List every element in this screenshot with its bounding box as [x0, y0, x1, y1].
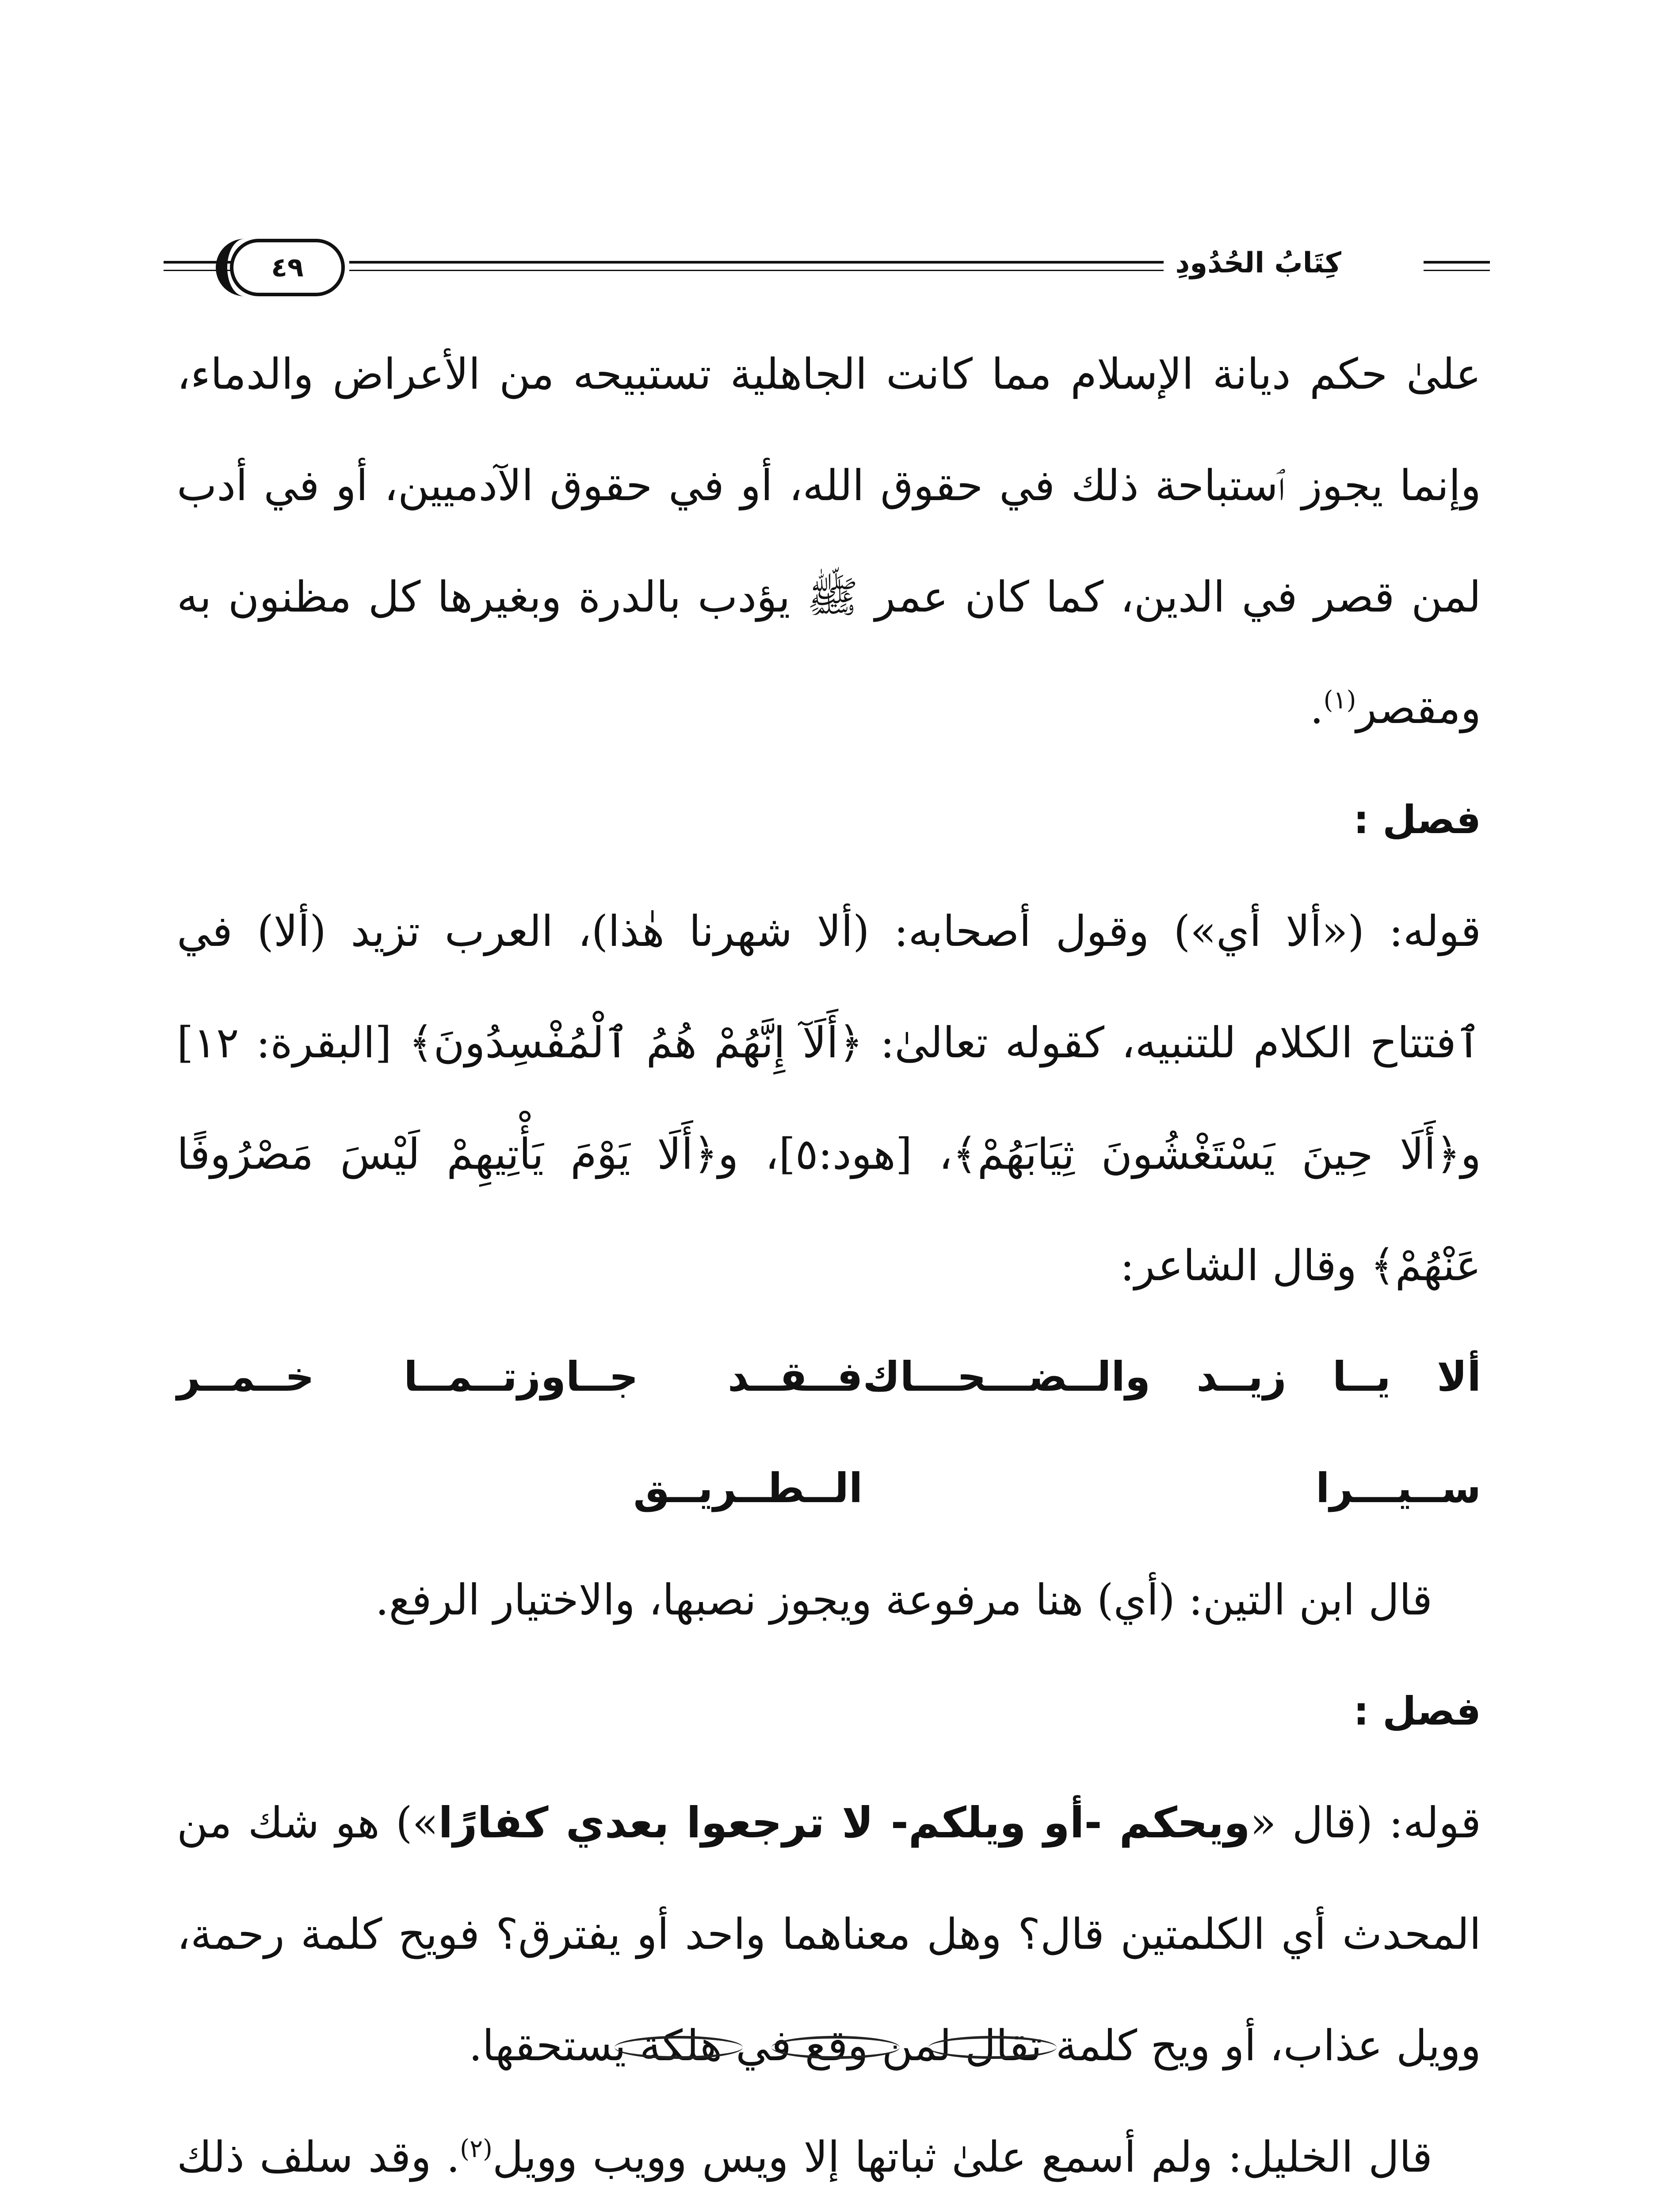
header-rule-right-thin [1424, 270, 1490, 271]
ornament-flourish-center [771, 2036, 900, 2059]
hadith-quote: ويحكم -أو ويلكم- لا ترجعوا بعدي كفارًا [438, 1798, 1250, 1848]
header-rule-right [1424, 261, 1490, 264]
paragraph-1-text: علىٰ حكم ديانة الإسلام مما كانت الجاهلية تستبيحه من الأعراض والدماء، وإنما يجوز ٱستباحة ذلك في حقوق الله، أو في حقوق الآدميين، أو في أدب لمن قصر في الدين، كما كان عمر ﷺ يؤدب بالدرة وبغيرها كل مظنون به ومقصر [177, 349, 1481, 733]
section-ornament [615, 2030, 1057, 2065]
paragraph-4-rest: ») هو شك من المحدث أي الكلمتين قال؟ وهل معناهما واحد أو يفترق؟ فويح كلمة رحمة، وويل عذاب، أو ويح كلمة تقال لمن وقع في هلكة يستحقها. [177, 1798, 1481, 2070]
ornament-flourish-left [928, 2036, 1057, 2059]
page-header [164, 239, 1490, 296]
footnote-ref-1: (١) [1323, 686, 1356, 715]
paragraph-3: قال ابن التين: (أي) هنا مرفوعة ويجوز نصبها، والاختيار الرفع. [375, 1575, 1432, 1625]
running-title: كِتَابُ الحُدُودِ [1164, 247, 1353, 279]
section-heading-1: فصل : [1353, 797, 1481, 842]
paragraph-5-end: . وقد سلف ذلك [177, 2132, 460, 2182]
paragraph-5 [177, 2101, 1481, 2211]
ornament-flourish-right [615, 2036, 743, 2059]
page-number [230, 239, 345, 296]
section-heading-2: فصل : [1353, 1688, 1481, 1734]
verse-second-hemistich: فــقــد جــاوزتــمــا خــمــر الــطــريــق [177, 1353, 863, 1512]
poetry-verse [177, 1321, 1481, 1544]
paragraph-2: قوله: («ألا أي») وقول أصحابه: (ألا شهرنا هٰذا)، العرب تزيد (ألا) في ٱفتتاح الكلام للتنبيه، كقوله تعالىٰ: ﴿أَلَآ إِنَّهُمْ هُمُ ٱلْمُفْسِدُونَ﴾ [البقرة: ١٢] و﴿أَلَا حِينَ يَسْتَغْشُونَ ثِيَابَهُمْ﴾، [هود:٥]، و﴿أَلَا يَوْمَ يَأْتِيهِمْ لَيْسَ مَصْرُوفًا عَنْهُمْ﴾ وقال الشاعر: [177, 907, 1481, 1290]
paragraph-5-start: قال الخليل: ولم أسمع علىٰ ثباتها إلا ويس وويب وويل [492, 2132, 1433, 2182]
page-number-text: ٤٩ [271, 252, 304, 283]
footnote-ref-2: (٢) [460, 2134, 493, 2163]
paragraph-1-end: . [1310, 684, 1324, 733]
paragraph-4-start: قوله: (قال « [1250, 1798, 1481, 1848]
main-text [177, 318, 1481, 2211]
paragraph-1 [177, 318, 1481, 764]
verse-first-hemistich: ألا يــا زيــد والــضـــحـــاك ســيـــرا [863, 1353, 1481, 1512]
